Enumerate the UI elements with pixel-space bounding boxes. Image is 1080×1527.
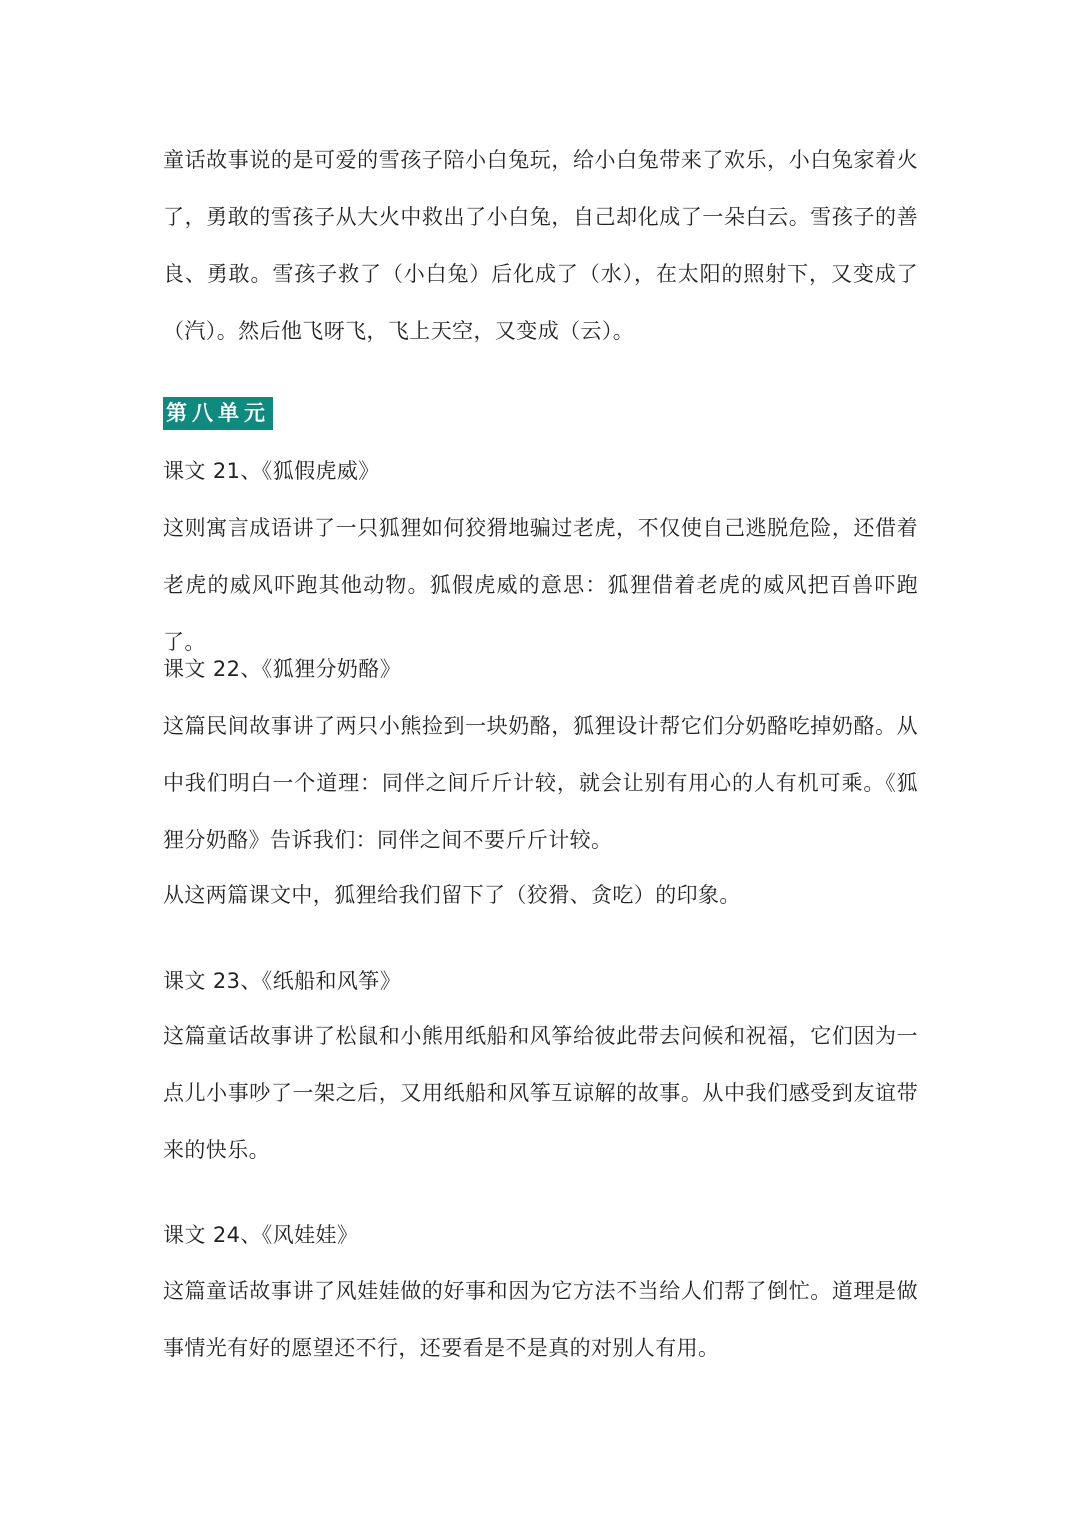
unit-heading: 第八单元 <box>163 397 273 430</box>
lesson-21-title: 课文 21、《狐假虎威》 <box>163 459 380 483</box>
lesson-22-title: 课文 22、《狐狸分奶酪》 <box>163 657 402 681</box>
lesson-24-paragraph: 这篇童话故事讲了风娃娃做的好事和因为它方法不当给人们帮了倒忙。道理是做事情光有好的愿望还不行，还要看是不是真的对别人有用。 <box>163 1279 918 1360</box>
lesson-22-paragraph: 这篇民间故事讲了两只小熊捡到一块奶酪，狐狸设计帮它们分奶酪吃掉奶酪。从中我们明白一个道理：同伴之间斤斤计较，就会让别有用心的人有机可乘。《狐狸分奶酪》告诉我们：同伴之间不要斤斤计较。 <box>163 714 918 852</box>
document-page <box>163 0 918 1527</box>
intro-paragraph: 童话故事说的是可爱的雪孩子陪小白兔玩，给小白兔带来了欢乐，小白兔家着火了，勇敢的雪孩子从大火中救出了小白兔，自己却化成了一朵白云。雪孩子的善良、勇敢。雪孩子救了（小白兔）后化成了（水），在太阳的照射下，又变成了（汽）。然后他飞呀飞，飞上天空，又变成（云）。 <box>163 148 918 343</box>
lesson-24-title: 课文 24、《风娃娃》 <box>163 1223 359 1247</box>
lesson-23-paragraph: 这篇童话故事讲了松鼠和小熊用纸船和风筝给彼此带去问候和祝福，它们因为一点儿小事吵了一架之后，又用纸船和风筝互谅解的故事。从中我们感受到友谊带来的快乐。 <box>163 1024 918 1162</box>
lesson-22-summary: 从这两篇课文中，狐狸给我们留下了（狡猾、贪吃）的印象。 <box>163 883 741 907</box>
lesson-21-paragraph: 这则寓言成语讲了一只狐狸如何狡猾地骗过老虎，不仅使自己逃脱危险，还借着老虎的威风吓跑其他动物。狐假虎威的意思：狐狸借着老虎的威风把百兽吓跑了。 <box>163 516 918 654</box>
lesson-23-title: 课文 23、《纸船和风筝》 <box>163 969 402 993</box>
